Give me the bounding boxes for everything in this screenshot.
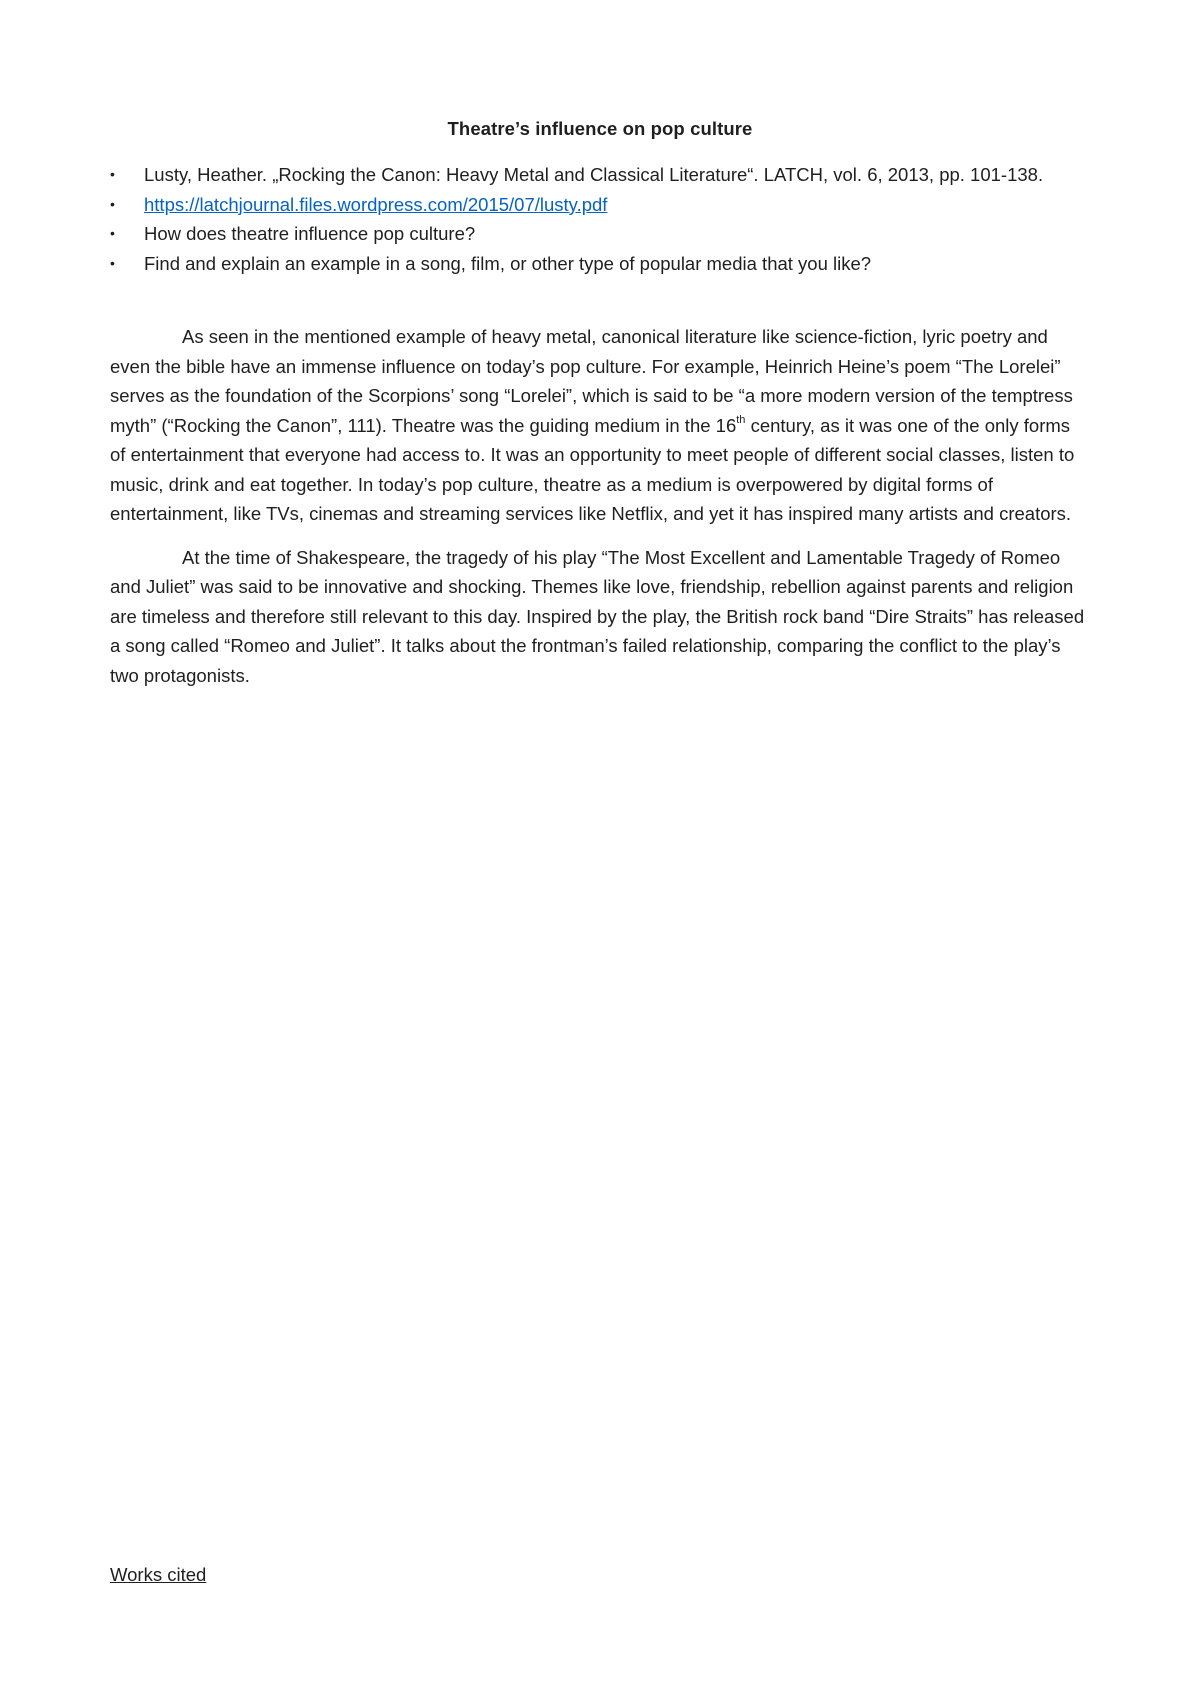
paragraph-1 [110, 322, 1090, 529]
works-cited-heading: Works cited [110, 1564, 207, 1585]
list-item-question-1 [110, 219, 1090, 249]
document-title: Theatre’s influence on pop culture [447, 118, 753, 139]
paragraph-1-part-a: As seen in the mentioned example of heavy metal, canonical literature like science-fiction, lyric poetry and even the bible have an immense influence on today’s pop culture. For example, Heinrich Heine’s poem “The Lorelei” serves as the foundation of the Scorpions’ song “Lorelei”, which is said to be “a more modern version of the temptress myth” (“Rocking the Canon”, 111). Theatre was the guiding medium in the 16 [110, 326, 1073, 436]
bullet-list [110, 160, 1090, 278]
paragraph-2: At the time of Shakespeare, the tragedy of his play “The Most Excellent and Lamentable Tragedy of Romeo and Juliet” was said to be innovative and shocking. Themes like love, friendship, rebellion against parents and religion are timeless and therefore still relevant to this day. Inspired by the play, the British rock band “Dire Straits” has released a song called “Romeo and Juliet”. It talks about the frontman’s failed relationship, comparing the conflict to the play’s two protagonists. [110, 546, 1085, 686]
bullet-icon: • [110, 166, 115, 182]
bullet-icon: • [110, 195, 115, 212]
bullet-icon: • [110, 254, 115, 271]
source-link[interactable]: https://latchjournal.files.wordpress.com/2015/07/lusty.pdf [144, 193, 608, 215]
list-item-citation [110, 160, 1090, 190]
list-item-question-2 [110, 249, 1090, 279]
question-text: Find and explain an example in a song, film, or other type of popular media that you like? [144, 252, 872, 274]
list-item-link [110, 190, 1090, 220]
citation-text: Lusty, Heather. „Rocking the Canon: Heavy Metal and Classical Literature“. LATCH, vol. 6, 2013, pp. 101-138. [144, 164, 1044, 185]
ordinal-superscript: th [736, 414, 746, 427]
paragraph-1-part-b: century, as it was one of the only forms of entertainment that everyone had access to. It was an opportunity to meet people of different social classes, listen to music, drink and eat together. In today’s pop culture, theatre as a medium is overpowered by digital forms of entertainment, like TVs, cinemas and streaming services like Netflix, and yet it has inspired many artists and creators. [110, 414, 1075, 524]
body-text [110, 322, 1090, 704]
bullet-icon: • [110, 225, 115, 241]
question-text: How does theatre influence pop culture? [144, 223, 476, 244]
